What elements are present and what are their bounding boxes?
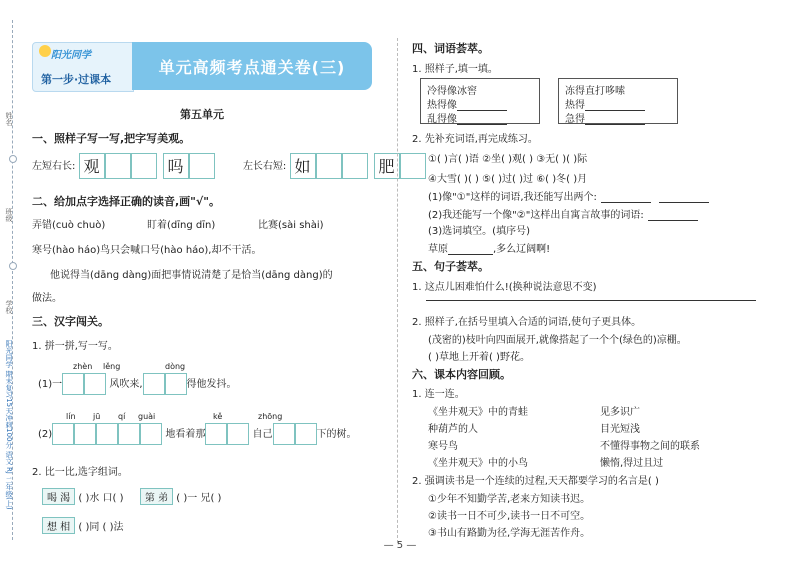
q5-title: 五、句子荟萃。 (412, 260, 489, 273)
unit-title: 第五单元 (180, 108, 224, 121)
q4-line3: (3)选词填空。(填序号) (428, 226, 530, 237)
left-short-label: 左短右长: (32, 161, 76, 172)
match-right-item[interactable]: 见多识广 (600, 407, 640, 418)
char-pair: 喝 渴 (42, 488, 75, 505)
class-label: 班级 (5, 208, 13, 222)
left-long-label: 左长右短: (242, 161, 287, 172)
answer-line[interactable] (426, 300, 756, 301)
q2-line1a[interactable]: 弄错(cuò chuò) (32, 220, 106, 231)
write-box[interactable] (143, 373, 165, 395)
q1-row (32, 153, 426, 179)
compare-row1: 喝 渴 ( )水 口( ) 第 弟 ( )一 兄( ) (42, 488, 221, 505)
pinyin: jū (93, 412, 101, 421)
q3-title: 三、汉字闯关。 (32, 315, 109, 328)
write-box[interactable] (74, 423, 96, 445)
q2-line4: 做法。 (32, 293, 62, 304)
char-box[interactable] (316, 153, 342, 179)
q2-title: 二、给加点字选择正确的读音,画"√"。 (32, 195, 220, 208)
q3-sub1: 1. 拼一拼,写一写。 (32, 341, 118, 352)
q6-sub1: 1. 连一连。 (412, 389, 465, 400)
write-box[interactable] (52, 423, 74, 445)
title-banner (132, 42, 372, 90)
match-left-item[interactable]: 种葫芦的人 (428, 424, 478, 435)
idiom-row-1[interactable]: ①( )言( )语 ②坐( )观( ) ③无( )( )际 (428, 154, 588, 165)
match-left-item[interactable]: 《坐井观天》中的青蛙 (428, 407, 528, 418)
match-left-item[interactable]: 寒号鸟 (428, 441, 458, 452)
write-box[interactable] (205, 423, 227, 445)
write-box[interactable] (96, 423, 118, 445)
match-left-item[interactable]: 《坐井观天》中的小鸟 (428, 458, 528, 469)
option: ③书山有路勤为径,学海无涯苦作舟。 (428, 528, 591, 539)
char-box[interactable] (189, 153, 215, 179)
q3-row1: (1)一 风吹来, 得他发抖。 (38, 373, 237, 395)
logo-panel (32, 42, 134, 92)
q2-line1b[interactable]: 盯着(dīng dīn) (147, 220, 216, 231)
q4-line2: (2)我还能写一个像"②"这样出自寓言故事的词语: (428, 206, 698, 221)
q1-title: 一、照样子写一写,把字写美观。 (32, 132, 191, 145)
match-right-item[interactable]: 目光短浅 (600, 424, 640, 435)
q5-fill[interactable]: ( )草地上开着( )野花。 (428, 352, 530, 363)
binding-hole (9, 155, 17, 163)
q5-example: (茂密的)枝叶向四面展开,就像搭起了一个个(绿色的)凉棚。 (428, 335, 687, 346)
write-box[interactable] (165, 373, 187, 395)
char-pair: 想 相 (42, 517, 75, 534)
school-label: 学校 (5, 300, 13, 314)
match-right-item[interactable]: 不懂得事物之间的联系 (600, 441, 700, 452)
char-box: 肥 (374, 153, 400, 179)
logo: 阳光同学 (51, 50, 91, 61)
char-pair: 第 弟 (140, 488, 173, 505)
q5-sub2: 2. 照样子,在括号里填入合适的词语,使句子更具体。 (412, 317, 642, 328)
option: ①少年不知勤学苦,老来方知读书迟。 (428, 494, 591, 505)
char-box: 吗 (163, 153, 189, 179)
q5-sub1: 1. 这点儿困难怕什么!(换种说法意思不变) (412, 282, 597, 293)
char-box[interactable] (105, 153, 131, 179)
exam-title: 单元高频考点通关卷(三) (158, 58, 346, 77)
write-box[interactable] (118, 423, 140, 445)
write-box[interactable] (295, 423, 317, 445)
write-box[interactable] (140, 423, 162, 445)
idiom-row-2[interactable]: ④大雪( )( ) ⑤( )过( )过 ⑥( )冬( )月 (428, 174, 588, 185)
q4-title: 四、词语荟萃。 (412, 42, 489, 55)
pinyin: zhèn (73, 362, 93, 371)
q4-line4: 草原 ,多么辽阔啊! (428, 244, 551, 255)
q6-sub2[interactable]: 2. 强调读书是一个连续的过程,天天都要学习的名言是( ) (412, 476, 659, 487)
q6-title: 六、课本内容回顾。 (412, 368, 511, 381)
pinyin: kě (213, 412, 223, 421)
write-box[interactable] (84, 373, 106, 395)
name-label: 姓名 (5, 112, 13, 126)
pinyin: dòng (165, 362, 186, 371)
page-header (32, 42, 372, 90)
q4-line1: (1)像"①"这样的词语,我还能写出两个: (428, 188, 709, 203)
binding-margin (0, 0, 26, 570)
char-box[interactable] (342, 153, 368, 179)
char-box: 如 (290, 153, 316, 179)
column-divider (397, 38, 398, 543)
pinyin: qí (118, 412, 126, 421)
compare-row2: 想 相 ( )同 ( )法 (42, 517, 124, 534)
step-label: 第一步·过课本 (41, 73, 112, 86)
sun-icon (39, 45, 51, 57)
pinyin: zhōng (258, 412, 283, 421)
q2-line1c[interactable]: 比赛(sài shài) (258, 220, 324, 231)
q2-line2[interactable]: 寒号(hào háo)鸟只会喊口号(hào háo),却不干活。 (32, 245, 262, 256)
q3-row2: (2) 地看着那 自己 下的树。 (38, 423, 357, 445)
pinyin: lěng (103, 362, 121, 371)
example-box-2: 冻得直打哆嗦 热得 急得 (558, 78, 678, 124)
option: ②读书一日不可少,读书一日不可空。 (428, 511, 591, 522)
spine-text: 阳光同学 期末复习15天冲刺100分 语文 RJ 二年级(上) (5, 340, 13, 510)
char-box: 观 (79, 153, 105, 179)
write-box[interactable] (273, 423, 295, 445)
pinyin: guài (138, 412, 156, 421)
example-box-1: 冷得像冰窖 热得像 乱得像 (420, 78, 540, 124)
q3-sub2: 2. 比一比,选字组词。 (32, 467, 128, 478)
binding-hole (9, 262, 17, 270)
match-right-item[interactable]: 懒惰,得过且过 (600, 458, 664, 469)
page-number: — 5 — (383, 540, 417, 551)
char-box[interactable] (131, 153, 157, 179)
q4-sub2: 2. 先补充词语,再完成练习。 (412, 134, 538, 145)
pinyin: lín (66, 412, 76, 421)
write-box[interactable] (227, 423, 249, 445)
q4-sub1: 1. 照样子,填一填。 (412, 64, 498, 75)
write-box[interactable] (62, 373, 84, 395)
q2-line3[interactable]: 他说得当(dāng dàng)面把事情说清楚了是恰当(dāng dàng)的 (50, 270, 333, 281)
char-box[interactable] (400, 153, 426, 179)
